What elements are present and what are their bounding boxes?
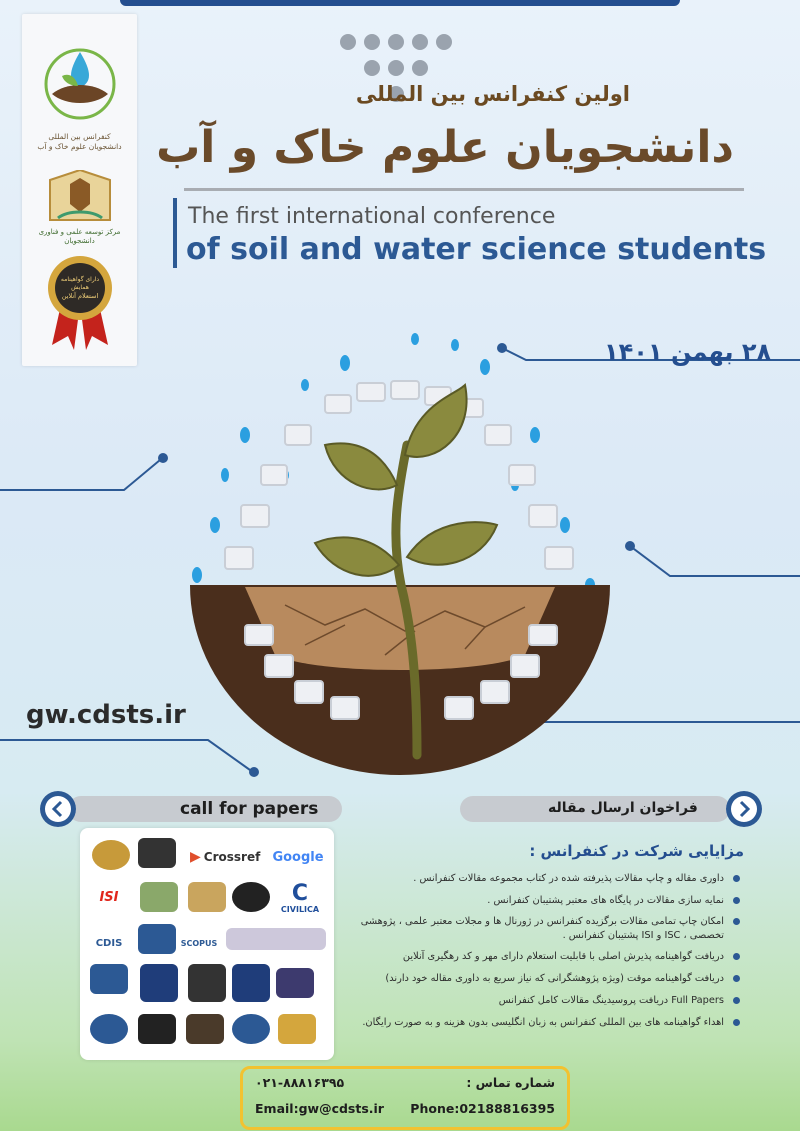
isi-logo: ISI [99, 889, 119, 905]
benefits-title: مزایایی شرکت در کنفرانس : [529, 842, 744, 860]
right-arrow-button[interactable] [726, 791, 762, 827]
benefit-item: نمایه سازی مقالات در پایگاه های معتبر پشتیبان کنفرانس . [340, 894, 740, 907]
benefits-list [340, 872, 740, 1037]
center-logo [22, 170, 137, 230]
sponsor-logo-2 [138, 838, 176, 868]
sponsor-logo-18 [276, 968, 314, 998]
sponsor-logo-11 [138, 924, 176, 954]
conference-title-prefix: اولین کنفرانس بین المللی [355, 82, 630, 106]
badge-caption: دارای گواهینامه همایش [60, 276, 100, 291]
english-title-line1: The first international conference [188, 204, 556, 229]
title-divider [184, 188, 744, 191]
sponsor-logo-7 [188, 882, 226, 912]
phone-text[interactable]: Phone:02188816395 [410, 1101, 555, 1116]
chevron-left-icon [40, 791, 76, 827]
benefit-item: داوری مقاله و چاپ مقالات پذیرفته شده در کتاب مجموعه مقالات کنفرانس . [340, 872, 740, 885]
sponsor-logo-23 [278, 1014, 316, 1044]
benefit-item: امکان چاپ تمامی مقالات برگزیده کنفرانس در ژورنال ها و مجلات معتبر علمی ، پژوهشی تخصصی ، ISC و ISI پشتیبان کنفرانس . [340, 915, 740, 941]
sponsor-logo-19 [90, 1014, 128, 1044]
conference-title: دانشجویان علوم خاک و آب [156, 122, 734, 173]
left-connector-line [0, 448, 190, 508]
call-for-papers-label: call for papers [180, 799, 319, 819]
sponsor-logo-15 [140, 964, 178, 1002]
crossref-logo: ▶ Crossref [190, 849, 261, 865]
conference-logo [22, 32, 137, 142]
sponsor-logo-6 [140, 882, 178, 912]
sponsor-logo-17 [232, 964, 270, 1002]
english-title-line2: of soil and water science students [186, 232, 767, 267]
soil-water-illustration [185, 325, 615, 775]
chevron-right-icon [726, 791, 762, 827]
logo-panel [22, 14, 137, 366]
civilica-logo: C CIVILICA [280, 880, 320, 914]
google-logo: Google [272, 849, 324, 865]
sponsor-logo-13 [226, 928, 326, 950]
contact-label: شماره تماس : [466, 1075, 555, 1090]
conference-logo-caption: کنفرانس بین المللی دانشجویان علوم خاک و آب [37, 132, 122, 151]
sponsor-logo-20 [138, 1014, 176, 1044]
benefit-item: اهداء گواهینامه های بین المللی کنفرانس به زبان انگلیسی بدون هزینه و به صورت رایگان. [340, 1016, 740, 1029]
benefit-item: دریافت گواهینامه موقت (ویژه پژوهشگرانی که نیاز سریع به داوری مقاله خود دارند) [340, 972, 740, 985]
title-accent-bar [173, 198, 177, 268]
scopus-logo: SCOPUS [180, 938, 218, 948]
cdis-logo: CDIS [95, 937, 123, 949]
call-for-papers-fa-label: فراخوان ارسال مقاله [548, 800, 698, 816]
phone-fa[interactable]: ۰۲۱-۸۸۸۱۶۳۹۵ [255, 1075, 345, 1090]
sponsor-logo-14 [90, 964, 128, 994]
sponsor-logo-16 [188, 964, 226, 1002]
sponsor-logo-22 [232, 1014, 270, 1044]
badge-subcaption: استعلام آنلاین [61, 292, 99, 300]
website-url[interactable]: gw.cdsts.ir [26, 700, 186, 730]
right-connector-line [610, 530, 800, 600]
benefit-item: Full Papers دریافت پروسیدینگ مقالات کامل کنفرانس [340, 994, 740, 1007]
left-arrow-button[interactable] [40, 791, 76, 827]
sponsor-logos-panel [80, 828, 334, 1060]
sponsor-logo-8 [232, 882, 270, 912]
conference-date: ۲۸ بهمن ۱۴۰۱ [604, 338, 772, 366]
sponsor-logo-1 [92, 840, 130, 870]
sponsor-logo-21 [186, 1014, 224, 1044]
center-logo-caption: مرکز توسعه علمی و فناوری دانشجویان [38, 228, 121, 246]
benefit-item: دریافت گواهینامه پذیرش اصلی با قابلیت استعلام دارای مهر و کد رهگیری آنلاین [340, 950, 740, 963]
contact-box [240, 1066, 570, 1130]
email-text[interactable]: Email:gw@cdsts.ir [255, 1101, 384, 1116]
top-accent-bar [120, 0, 680, 6]
